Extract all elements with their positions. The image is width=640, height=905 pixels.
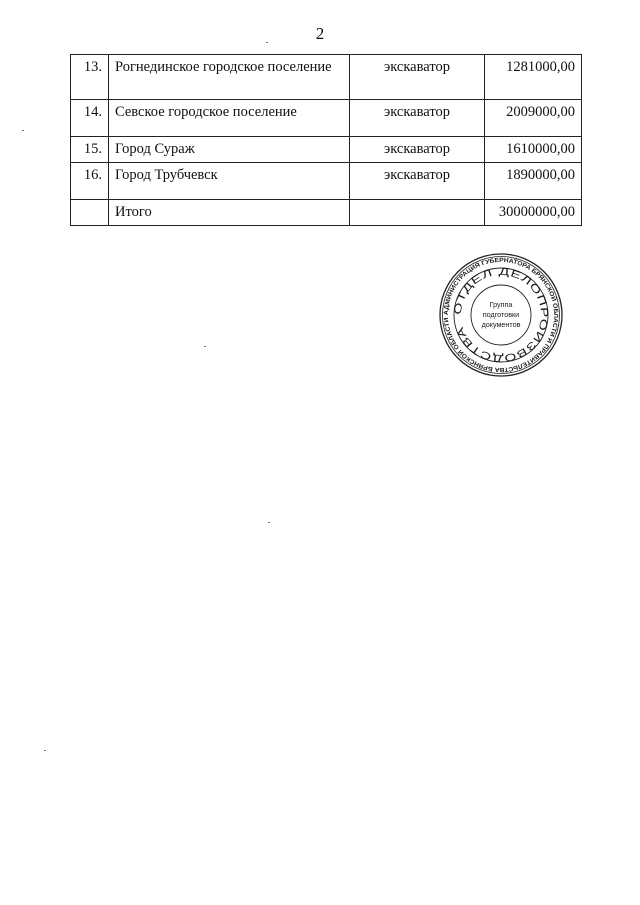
page-number: 2 [315, 24, 325, 43]
settlement-name: Город Трубчевск [109, 163, 350, 200]
row-number: 13. [71, 55, 109, 100]
equipment-type: экскаватор [350, 137, 485, 163]
official-seal [438, 252, 564, 378]
amount: 1890000,00 [485, 163, 582, 200]
table-row [71, 100, 582, 137]
row-number: 14. [71, 100, 109, 137]
table-row [71, 137, 582, 163]
scan-speck [266, 42, 268, 43]
equipment-type: экскаватор [350, 55, 485, 100]
settlement-name: Рогнединское городское поселение [109, 55, 350, 100]
amount: 1610000,00 [485, 137, 582, 163]
settlement-name: Севское городское поселение [109, 100, 350, 137]
equipment-type: экскаватор [350, 163, 485, 200]
seal-outer-text: АДМИНИСТРАЦИЯ ГУБЕРНАТОРА БРЯНСКОЙ ОБЛАСТИ И ПРАВИТЕЛЬСТВА БРЯНСКОЙ ОБЛАСТИ [442, 256, 560, 374]
settlement-name: Город Сураж [109, 137, 350, 163]
scan-speck [44, 750, 46, 751]
scan-speck [22, 130, 24, 131]
row-number: 16. [71, 163, 109, 200]
seal-center-line: Группа [489, 300, 513, 309]
scan-speck [204, 346, 206, 347]
amount: 1281000,00 [485, 55, 582, 100]
table-row [71, 55, 582, 100]
row-number: 15. [71, 137, 109, 163]
seal-center-line: подготовки [482, 310, 520, 319]
seal-inner-text: ОТДЕЛ ДЕЛОПРОИЗВОДСТВА [452, 266, 550, 364]
row-number [71, 200, 109, 226]
total-row [71, 200, 582, 226]
allocation-table [70, 54, 582, 226]
table-row [71, 163, 582, 200]
amount: 2009000,00 [485, 100, 582, 137]
total-amount: 30000000,00 [485, 200, 582, 226]
equipment-type [350, 200, 485, 226]
seal-center-line: документов [481, 320, 521, 329]
equipment-type: экскаватор [350, 100, 485, 137]
total-label: Итого [109, 200, 350, 226]
scan-speck [268, 522, 270, 523]
